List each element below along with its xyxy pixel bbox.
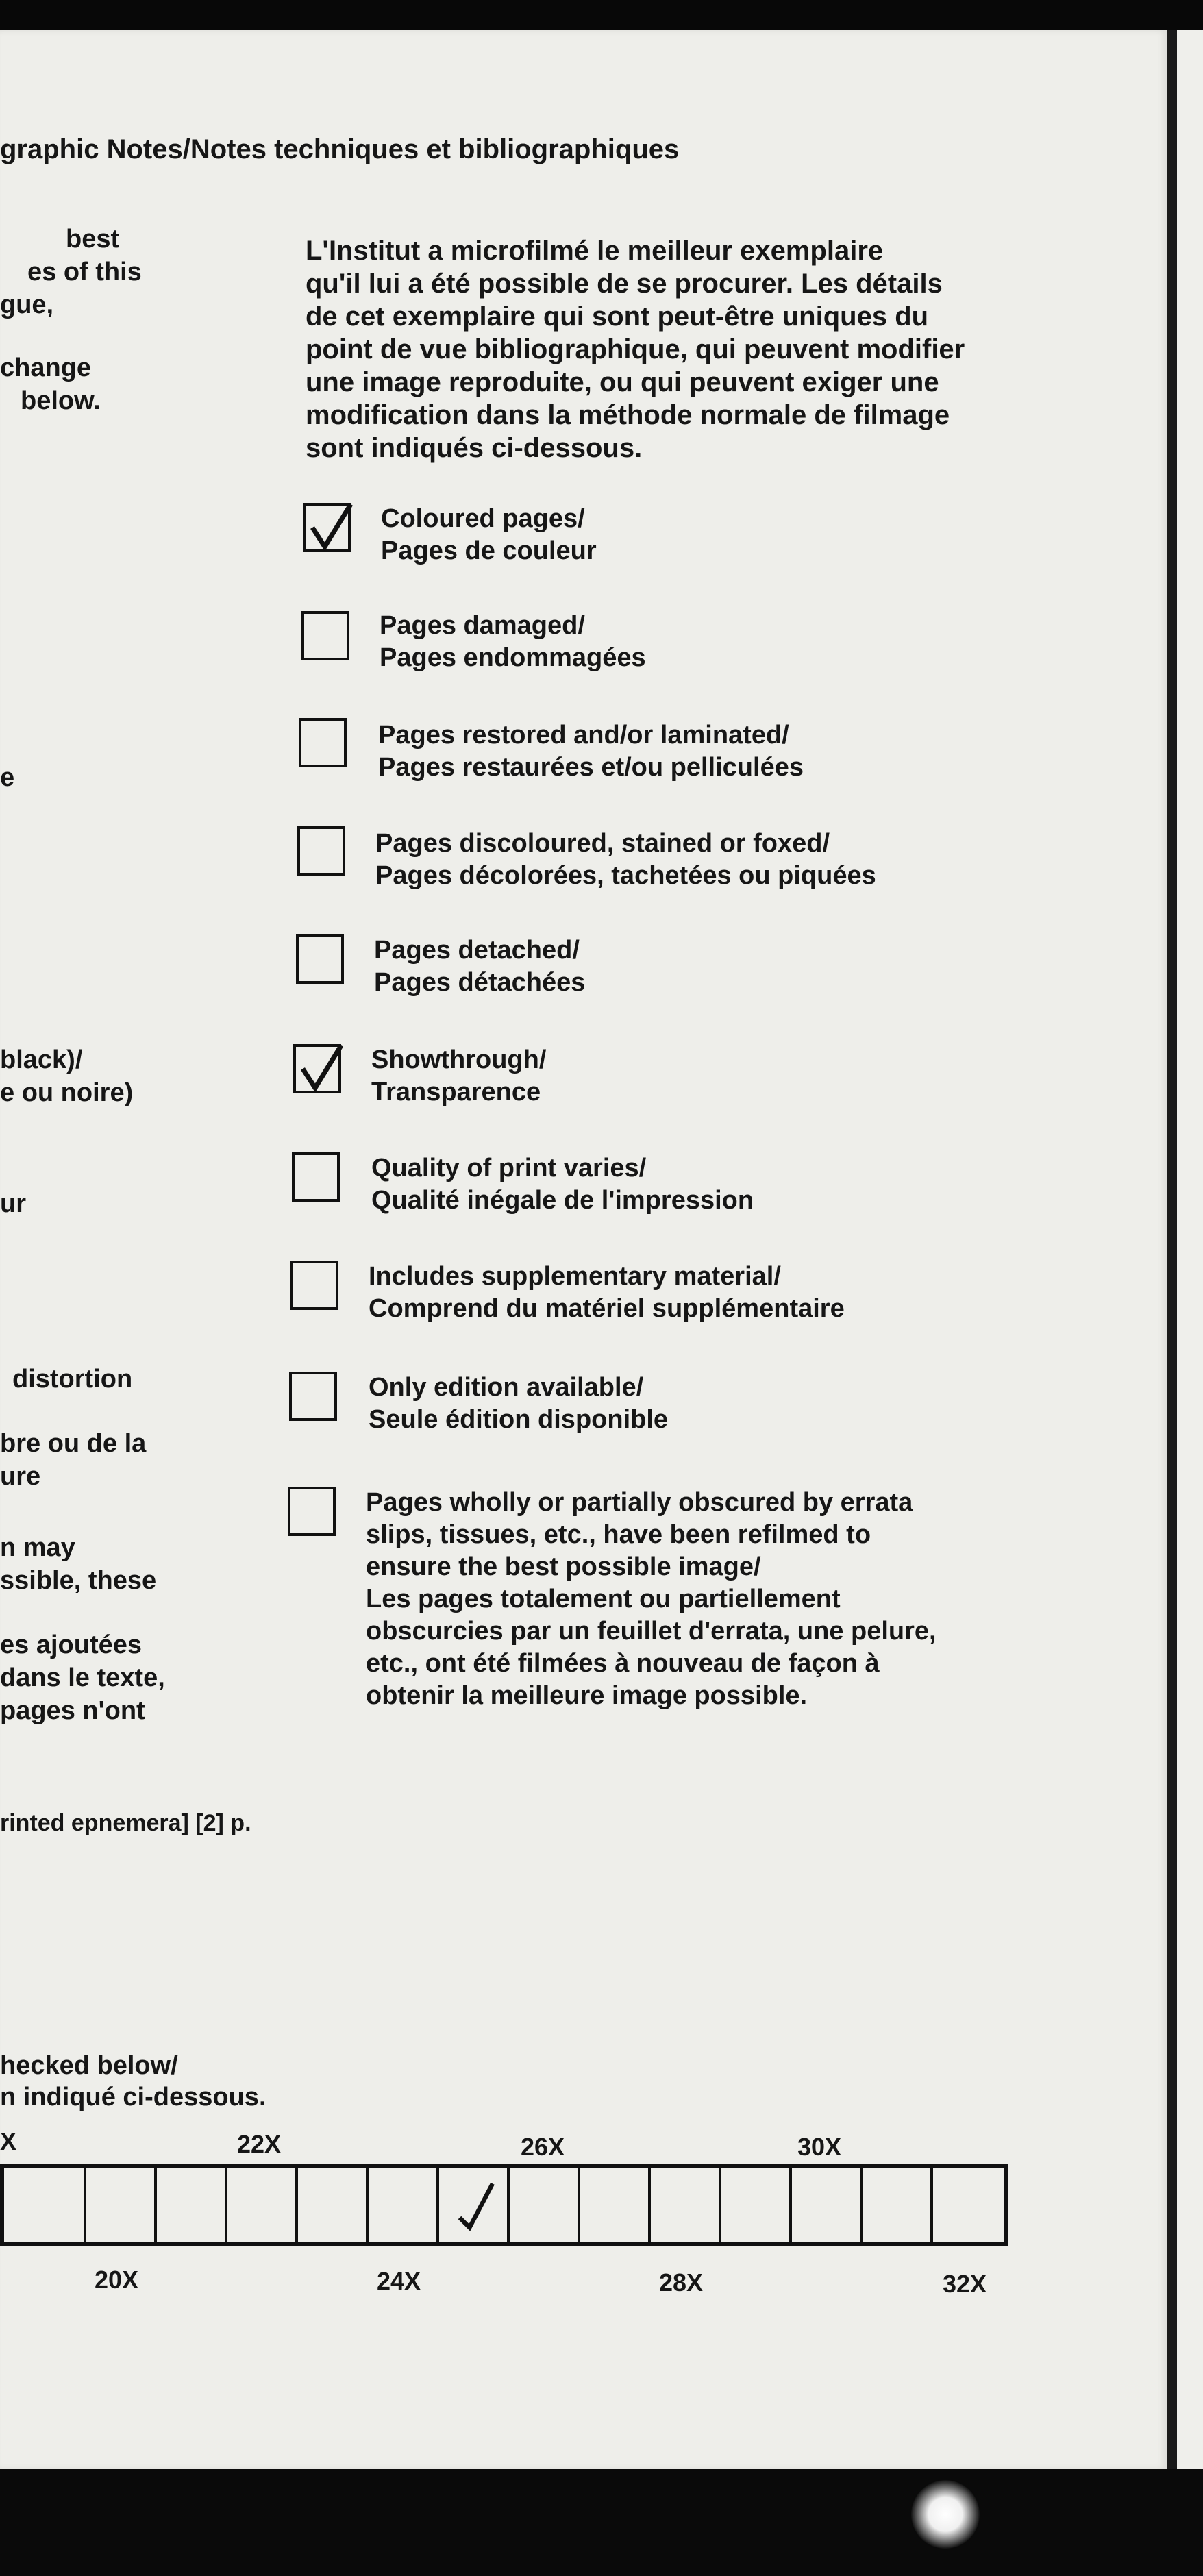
reduction-cell[interactable] xyxy=(792,2164,863,2246)
checkbox-pages-detached[interactable] xyxy=(296,934,344,984)
option-label: obscurcies par un feuillet d'errata, une pelure, xyxy=(366,1617,937,1646)
left-text-line: n may xyxy=(0,1533,75,1562)
left-text-line: dans le texte, xyxy=(0,1663,165,1692)
reduction-cell[interactable] xyxy=(157,2164,227,2246)
left-text-line: es ajoutées xyxy=(0,1631,142,1659)
intro-line: qu'il lui a été possible de se procurer. Les détails xyxy=(306,269,943,299)
checkbox-only-edition[interactable] xyxy=(289,1372,337,1421)
left-text-line: ur xyxy=(0,1189,26,1218)
reduction-label: 24X xyxy=(377,2267,421,2295)
intro-line: de cet exemplaire qui sont peut-être uniques du xyxy=(306,301,929,332)
reduction-label: 22X xyxy=(237,2130,282,2158)
intro-line: point de vue bibliographique, qui peuvent modifier xyxy=(306,334,965,364)
checkbox-pages-obscured[interactable] xyxy=(288,1487,336,1536)
option-label: Transparence xyxy=(371,1078,541,1106)
reduction-cell[interactable] xyxy=(651,2164,721,2246)
check-mark-icon xyxy=(449,2173,504,2235)
reduction-text-line: n indiqué ci-dessous. xyxy=(0,2083,266,2111)
option-label: Pages damaged/ xyxy=(380,611,585,640)
checkbox-coloured-pages[interactable] xyxy=(303,503,351,552)
left-text-line: black)/ xyxy=(0,1045,83,1074)
option-label: etc., ont été filmées à nouveau de façon à xyxy=(366,1649,880,1678)
checkbox-supplementary-material[interactable] xyxy=(290,1261,338,1310)
page-title: graphic Notes/Notes techniques et bibliographiques xyxy=(0,134,680,164)
reduction-cell[interactable] xyxy=(0,2164,86,2246)
reduction-label: 26X xyxy=(521,2133,565,2161)
left-text-line: distortion xyxy=(12,1365,133,1394)
intro-line: sont indiqués ci-dessous. xyxy=(306,433,643,463)
adjacent-page-edge xyxy=(1177,30,1203,2469)
left-text-line: gue, xyxy=(0,290,54,319)
option-label: Pages wholly or partially obscured by errata xyxy=(366,1488,913,1517)
reduction-label: 20X xyxy=(95,2266,139,2294)
check-mark-icon xyxy=(310,503,354,552)
scan-top-border xyxy=(0,0,1203,33)
reduction-text-line: hecked below/ xyxy=(0,2051,178,2080)
left-text-line: e ou noire) xyxy=(0,1078,134,1107)
left-text-line: es of this xyxy=(27,258,142,286)
intro-line: L'Institut a microfilmé le meilleur exemplaire xyxy=(306,236,884,266)
reduction-cell-checked[interactable] xyxy=(439,2164,510,2246)
reduction-label: 32X xyxy=(943,2270,987,2298)
left-text-line: ure xyxy=(0,1462,41,1491)
additional-notes: rinted epnemera] [2] p. xyxy=(0,1810,251,1836)
scan-bottom-border xyxy=(0,2469,1203,2576)
checkbox-showthrough[interactable] xyxy=(293,1044,341,1093)
reduction-cell[interactable] xyxy=(580,2164,651,2246)
reduction-cell[interactable] xyxy=(227,2164,298,2246)
checkbox-pages-discoloured[interactable] xyxy=(297,826,345,876)
option-label: Only edition available/ xyxy=(369,1373,644,1402)
left-text-line: below. xyxy=(21,386,101,415)
option-label: Pages endommagées xyxy=(380,643,646,672)
reduction-cell[interactable] xyxy=(863,2164,933,2246)
reduction-cell[interactable] xyxy=(721,2164,792,2246)
left-text-line: pages n'ont xyxy=(0,1696,145,1725)
reduction-cell[interactable] xyxy=(933,2164,1008,2246)
option-label: Includes supplementary material/ xyxy=(369,1262,781,1291)
reduction-cell[interactable] xyxy=(86,2164,157,2246)
page-gutter xyxy=(1167,30,1177,2469)
option-label: Showthrough/ xyxy=(371,1045,547,1074)
check-mark-icon xyxy=(300,1044,344,1093)
option-label: Les pages totalement ou partiellement xyxy=(366,1585,841,1613)
option-label: Pages détachées xyxy=(374,968,586,997)
reduction-cell[interactable] xyxy=(369,2164,439,2246)
reduction-label: 28X xyxy=(659,2268,704,2296)
intro-line: modification dans la méthode normale de filmage xyxy=(306,400,950,430)
left-text-line: bre ou de la xyxy=(0,1429,147,1458)
checkbox-pages-damaged[interactable] xyxy=(301,611,349,660)
option-label: Comprend du matériel supplémentaire xyxy=(369,1294,845,1323)
option-label: Seule édition disponible xyxy=(369,1405,669,1434)
option-label: Pages restaurées et/ou pelliculées xyxy=(378,753,804,782)
reduction-label-fragment: X xyxy=(0,2127,17,2155)
option-label: Coloured pages/ xyxy=(381,504,585,533)
option-label: Quality of print varies/ xyxy=(371,1154,647,1182)
option-label: Pages detached/ xyxy=(374,936,580,965)
reduction-label: 30X xyxy=(797,2133,842,2161)
scanner-glare xyxy=(911,2480,980,2549)
intro-line: une image reproduite, ou qui peuvent exiger une xyxy=(306,367,939,397)
left-text-line: change xyxy=(0,354,92,382)
page-sheet xyxy=(0,30,1167,2469)
option-label: ensure the best possible image/ xyxy=(366,1552,761,1581)
reduction-cell[interactable] xyxy=(298,2164,369,2246)
checkbox-quality-of-print[interactable] xyxy=(292,1152,340,1202)
option-label: Qualité inégale de l'impression xyxy=(371,1186,754,1215)
left-text-line: e xyxy=(0,763,15,792)
option-label: Pages décolorées, tachetées ou piquées xyxy=(375,861,876,890)
option-label: Pages discoloured, stained or foxed/ xyxy=(375,829,830,858)
option-label: obtenir la meilleure image possible. xyxy=(366,1681,808,1710)
left-text-line: ssible, these xyxy=(0,1566,157,1595)
left-text-line: best xyxy=(66,225,120,253)
option-label: slips, tissues, etc., have been refilmed to xyxy=(366,1520,871,1549)
reduction-cell[interactable] xyxy=(510,2164,580,2246)
checkbox-pages-restored[interactable] xyxy=(299,718,347,767)
option-label: Pages de couleur xyxy=(381,536,597,565)
option-label: Pages restored and/or laminated/ xyxy=(378,721,789,750)
